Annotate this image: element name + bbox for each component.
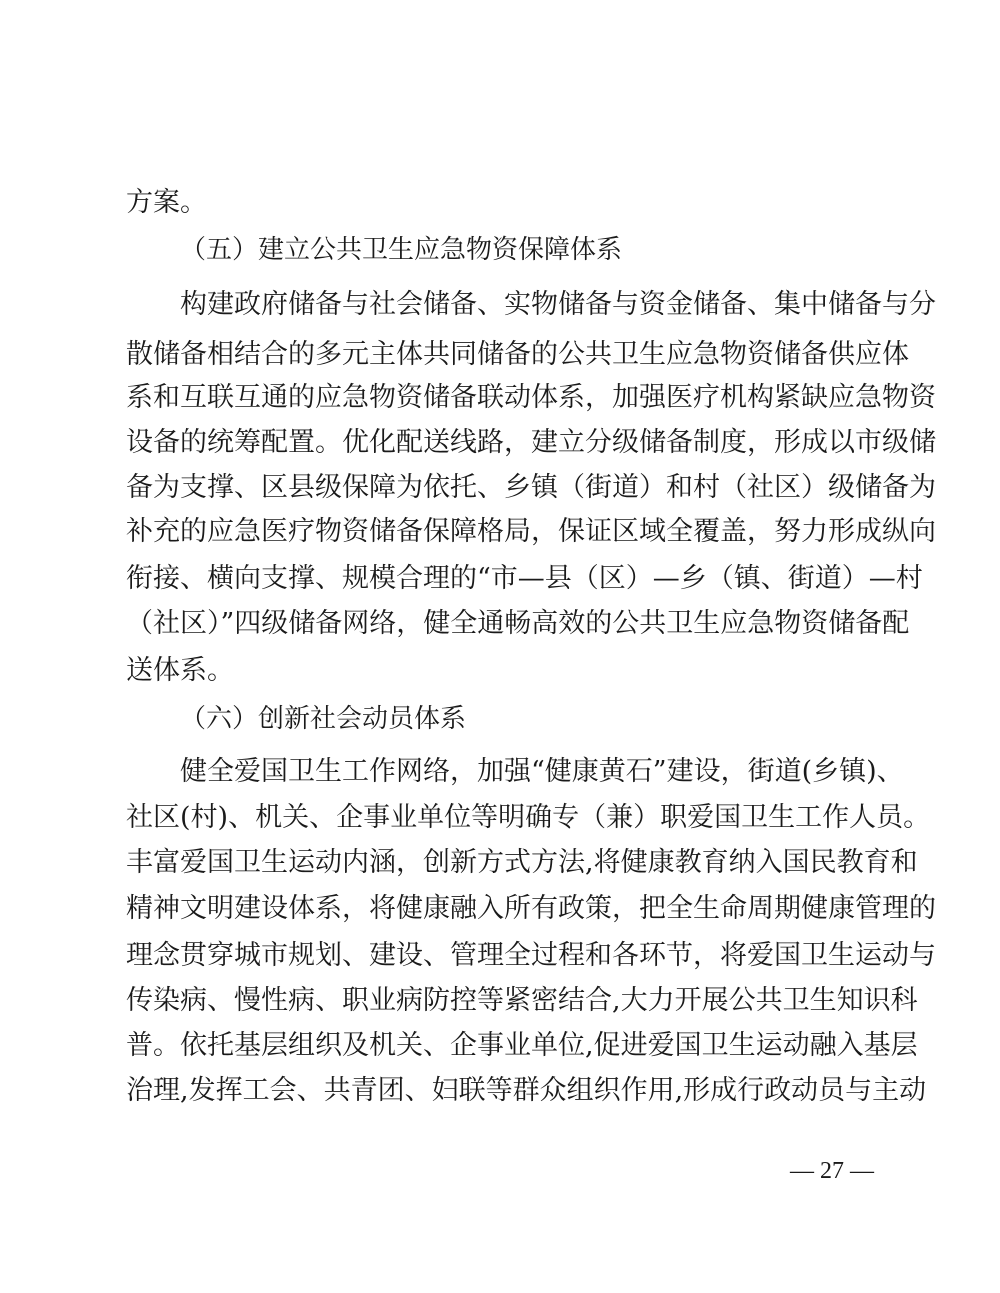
text-line: 方案。 [126,187,207,218]
page-number: — 27 — [790,1158,874,1184]
paragraph-line: （社区）”四级储备网络，健全通畅高效的公共卫生应急物资储备配 [126,608,910,639]
paragraph-line: 传染病、慢性病、职业病防控等紧密结合,大力开展公共卫生知识科 [126,985,918,1016]
paragraph-line: 普。依托基层组织及机关、企事业单位,促进爱国卫生运动融入基层 [126,1030,918,1061]
paragraph-line: 备为支撑、区县级保障为依托、乡镇（街道）和村（社区）级储备为 [126,472,936,503]
paragraph-line: 衔接、横向支撑、规模合理的“市—县（区）—乡（镇、街道）—村 [126,563,923,594]
paragraph-line: 丰富爱国卫生运动内涵，创新方式方法,将健康教育纳入国民教育和 [126,847,918,878]
paragraph-line: 设备的统筹配置。优化配送线路，建立分级储备制度，形成以市级储 [126,427,936,458]
section-heading-5: （五）建立公共卫生应急物资保障体系 [180,235,623,265]
paragraph-line: 构建政府储备与社会储备、实物储备与资金储备、集中储备与分 [180,289,936,320]
paragraph-line: 系和互联互通的应急物资储备联动体系，加强医疗机构紧缺应急物资 [126,382,936,413]
paragraph-line: 健全爱国卫生工作网络，加强“健康黄石”建设，街道(乡镇)、 [180,756,904,787]
paragraph-line: 散储备相结合的多元主体共同储备的公共卫生应急物资储备供应体 [126,339,909,370]
paragraph-line: 精神文明建设体系，将健康融入所有政策，把全生命周期健康管理的 [126,893,936,924]
paragraph-line: 送体系。 [126,655,234,686]
paragraph-line: 社区(村)、机关、企事业单位等明确专（兼）职爱国卫生工作人员。 [126,802,931,833]
paragraph-line: 理念贯穿城市规划、建设、管理全过程和各环节，将爱国卫生运动与 [126,940,936,971]
section-heading-6: （六）创新社会动员体系 [180,704,467,734]
paragraph-line: 补充的应急医疗物资储备保障格局，保证区域全覆盖，努力形成纵向 [126,516,936,547]
paragraph-line: 治理,发挥工会、共青团、妇联等群众组织作用,形成行政动员与主动 [126,1075,927,1106]
